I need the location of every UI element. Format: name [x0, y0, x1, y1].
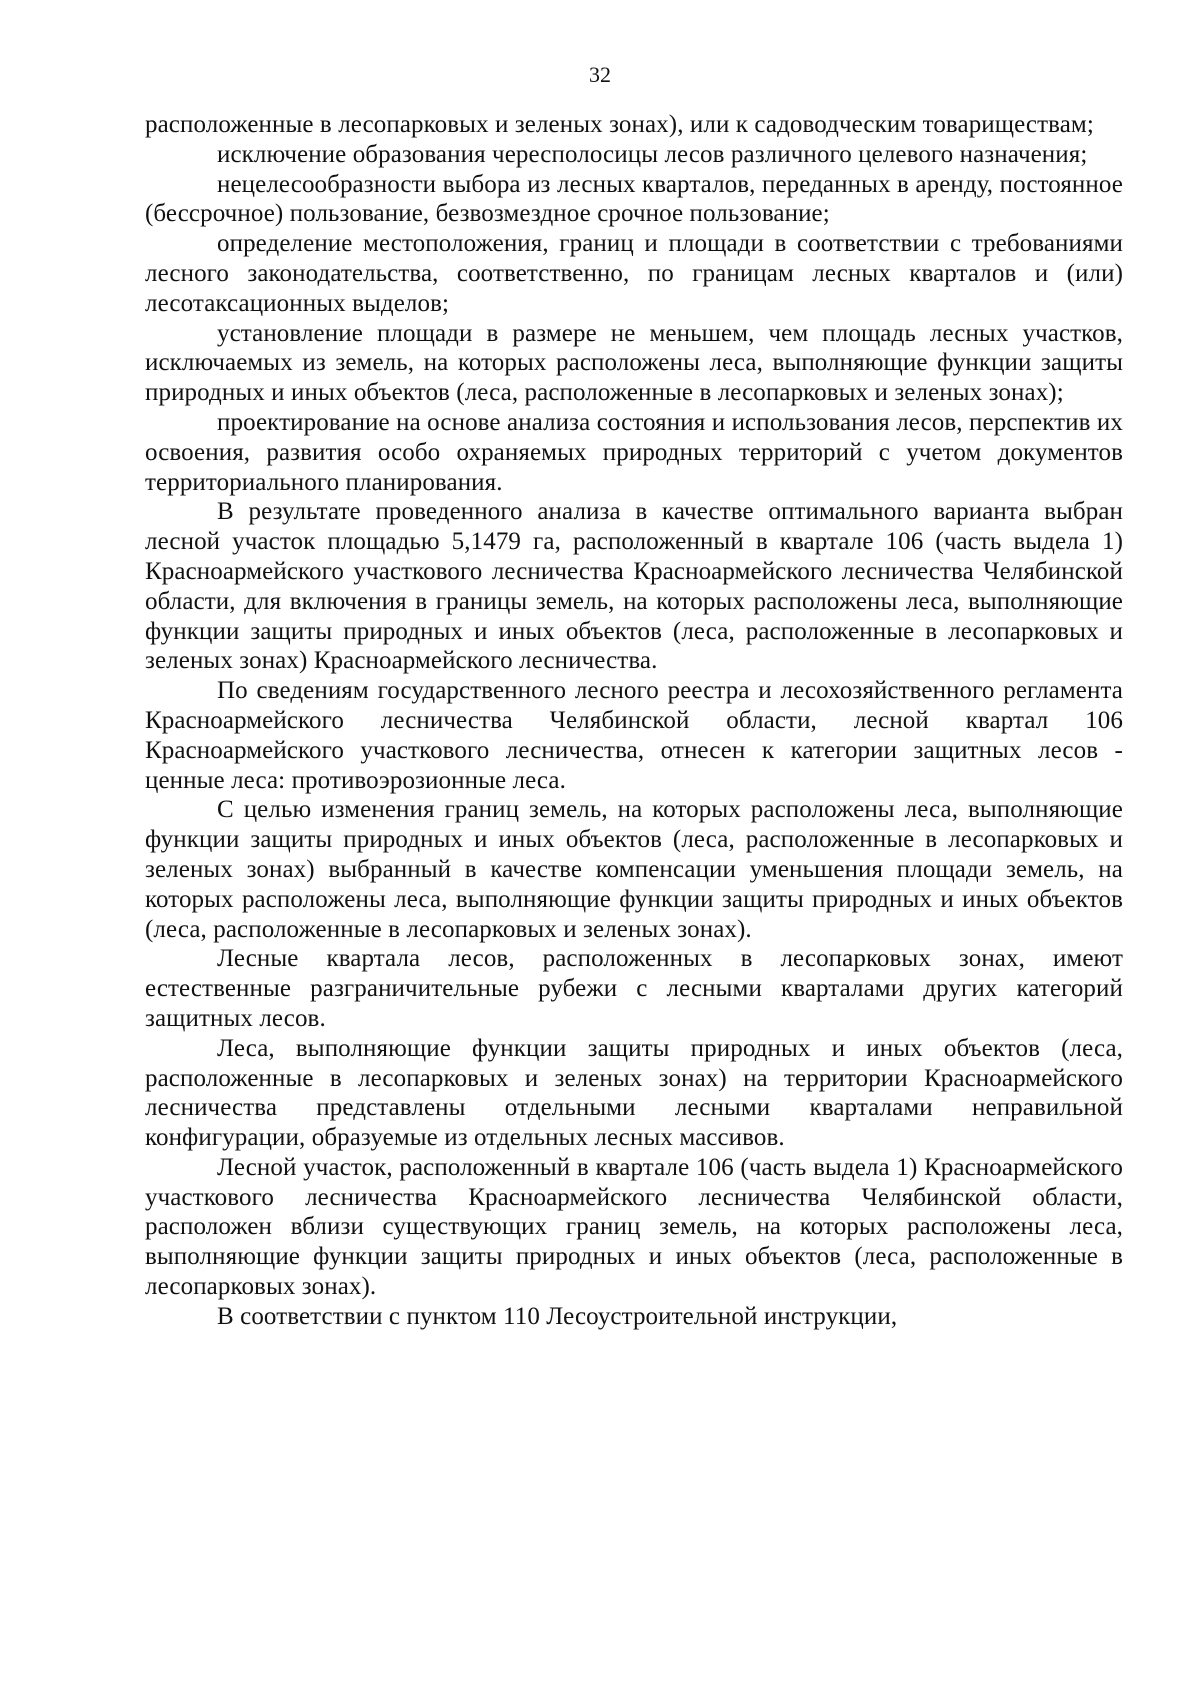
- paragraph: Лесной участок, расположенный в квартале 106 (часть выдела 1) Красноармейского участкового лесничества Красноармейского лесничества Челябинской области, расположен вблизи существующих границ земель, на которых расположены леса, выполняющие функции защиты природных и иных объектов (леса, расположенные в лесопарковых зонах).: [145, 1153, 1123, 1301]
- document-body: [145, 110, 1123, 1332]
- paragraph: Леса, выполняющие функции защиты природных и иных объектов (леса, расположенные в лесопарковых и зеленых зонах) на территории Красноармейского лесничества представлены отдельными лесными кварталами неправильной конфигурации, образуемые из отдельных лесных массивов.: [145, 1034, 1123, 1152]
- paragraph: Лесные квартала лесов, расположенных в лесопарковых зонах, имеют естественные разграничительные рубежи с лесными кварталами других категорий защитных лесов.: [145, 945, 1123, 1032]
- paragraph: определение местоположения, границ и площади в соответствии с требованиями лесного законодательства, соответственно, по границам лесных кварталов и (или) лесотаксационных выделов;: [145, 230, 1123, 317]
- paragraph: В результате проведенного анализа в качестве оптимального варианта выбран лесной участок площадью 5,1479 га, расположенный в квартале 106 (часть выдела 1) Красноармейского участкового лесничества Красноармейского лесничества Челябинской области, для включения в границы земель, на которых расположены леса, выполняющие функции защиты природных и иных объектов (леса, расположенные в лесопарковых и зеленых зонах) Красноармейского лесничества.: [145, 498, 1123, 675]
- paragraph: В соответствии с пунктом 110 Лесоустроительной инструкции,: [217, 1302, 898, 1330]
- paragraph: исключение образования чересполосицы лесов различного целевого назначения;: [217, 140, 1088, 168]
- page-number: 32: [589, 62, 611, 87]
- paragraph: нецелесообразности выбора из лесных кварталов, переданных в аренду, постоянное (бессрочное) пользование, безвозмездное срочное пользование;: [145, 170, 1123, 228]
- paragraph: С целью изменения границ земель, на которых расположены леса, выполняющие функции защиты природных и иных объектов (леса, расположенные в лесопарковых и зеленых зонах) выбранный в качестве компенсации уменьшения площади земель, на которых расположены леса, выполняющие функции защиты природных и иных объектов (леса, расположенные в лесопарковых и зеленых зонах).: [145, 796, 1123, 943]
- paragraph: расположенные в лесопарковых и зеленых зонах), или к садоводческим товариществам;: [145, 111, 1094, 138]
- paragraph: установление площади в размере не меньшем, чем площадь лесных участков, исключаемых из земель, на которых расположены леса, выполняющие функции защиты природных и иных объектов (леса, расположенные в лесопарковых и зеленых зонах);: [145, 319, 1123, 407]
- paragraph: проектирование на основе анализа состояния и использования лесов, перспектив их освоения, развития особо охраняемых природных территорий с учетом документов территориального планирования.: [145, 408, 1123, 496]
- paragraph: По сведениям государственного лесного реестра и лесохозяйственного регламента Красноармейского лесничества Челябинской области, лесной квартал 106 Красноармейского участкового лесничества, отнесен к категории защитных лесов - ценные леса: противоэрозионные леса.: [145, 677, 1123, 794]
